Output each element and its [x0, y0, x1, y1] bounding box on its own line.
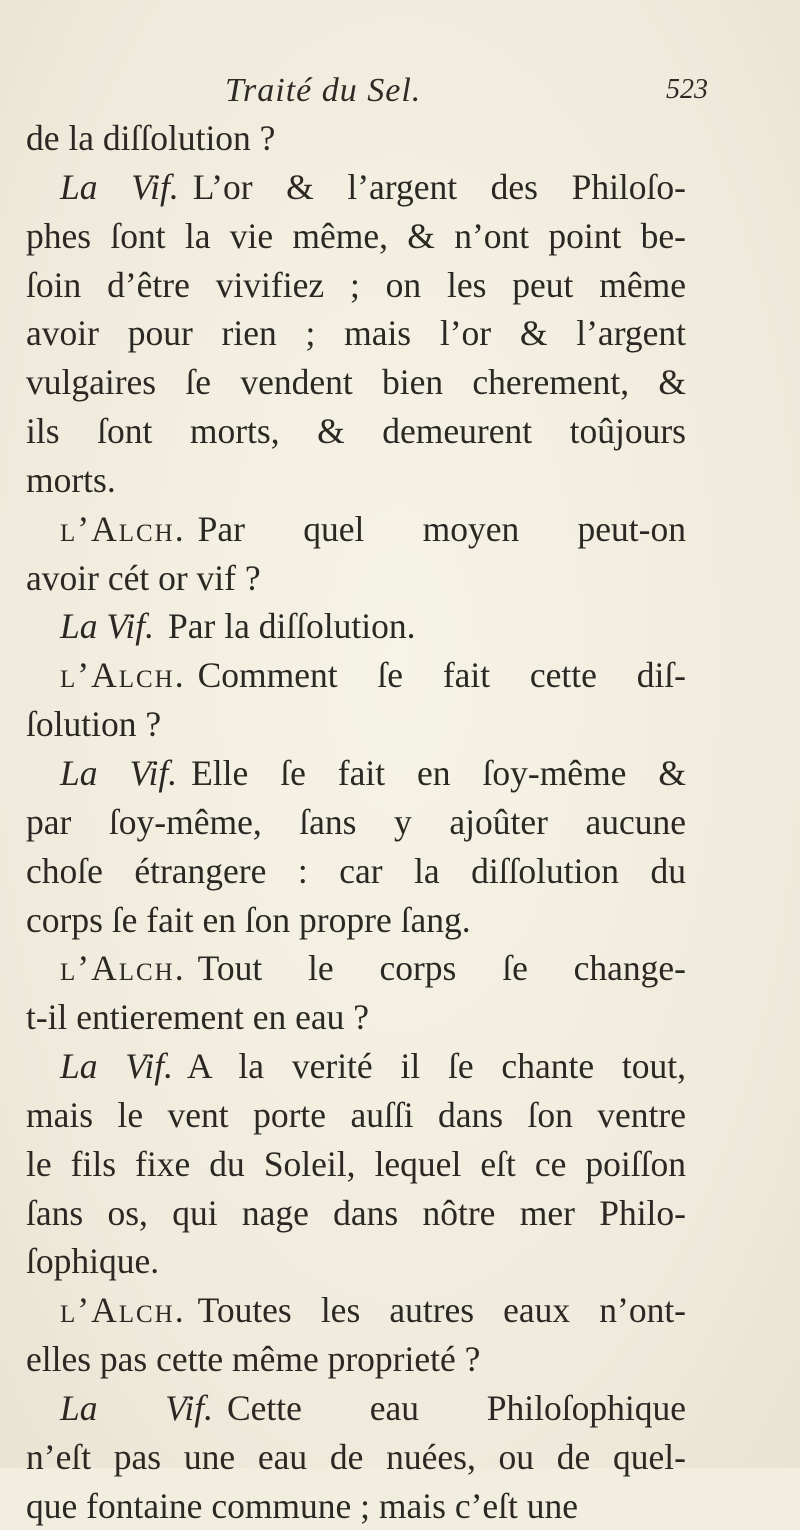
line-text: ſolution ?: [26, 704, 162, 745]
line-text: t-il entierement en eau ?: [26, 997, 369, 1038]
line-text: corps ſe fait en ſon propre ſang.: [26, 899, 471, 940]
line-text: que fontaine commune ; mais c’eſt une: [26, 1485, 579, 1526]
speaker-label: l’Alch.: [60, 508, 186, 549]
text-line: [26, 1189, 686, 1238]
text-line: [26, 1042, 686, 1091]
line-text: A la verité il ſe chante tout,: [186, 1046, 686, 1087]
speaker-label: La Vif.: [60, 1387, 213, 1428]
text-line: [26, 847, 686, 896]
text-line: [26, 896, 686, 945]
speaker-label: La Vif.: [60, 606, 155, 647]
line-text: par ſoy-même, ſans y ajoûter aucune: [26, 801, 686, 842]
line-text: mais le vent porte auſſi dans ſon ventre: [26, 1094, 686, 1135]
text-line: [26, 505, 686, 554]
line-text: avoir pour rien ; mais l’or & l’argent: [26, 313, 686, 354]
text-line: [26, 407, 686, 456]
line-text: L’or & l’argent des Philoſo-: [192, 166, 686, 207]
text-line: [26, 163, 686, 212]
line-text: n’eſt pas une eau de nuées, ou de quel-: [26, 1436, 686, 1477]
line-text: Par quel moyen peut-on: [197, 508, 686, 549]
text-line: [26, 1384, 686, 1433]
text-line: [26, 309, 686, 358]
text-line: [26, 700, 686, 749]
speaker-label: l’Alch.: [60, 1290, 186, 1331]
text-line: [26, 456, 686, 505]
text-line: [26, 749, 686, 798]
line-text: le fils fixe du Soleil, lequel eſt ce poiſſon: [26, 1143, 686, 1184]
text-line: [26, 261, 686, 310]
text-line: [26, 602, 686, 651]
line-text: de la diſſolution ?: [26, 118, 276, 158]
text-line: [26, 1140, 686, 1189]
text-line: [26, 1091, 686, 1140]
line-text: avoir cét or vif ?: [26, 557, 261, 598]
line-text: vulgaires ſe vendent bien cherement, &: [26, 362, 686, 403]
text-line: [26, 993, 686, 1042]
page-header: [0, 70, 800, 116]
line-text: Elle ſe fait en ſoy-même &: [191, 752, 686, 793]
line-text: morts.: [26, 459, 116, 500]
line-text: Par la diſſolution.: [168, 606, 416, 647]
line-text: ils ſont morts, & demeurent toûjours: [26, 411, 686, 452]
line-text: Toutes les autres eaux n’ont-: [197, 1290, 686, 1331]
text-line: [26, 114, 686, 163]
page-number: 523: [666, 74, 708, 105]
speaker-label: La Vif.: [60, 166, 179, 207]
line-text: phes ſont la vie même, & n’ont point be-: [26, 215, 686, 256]
line-text: Cette eau Philoſophique: [226, 1387, 686, 1428]
line-text: ſoin d’être vivifiez ; on les peut même: [26, 264, 686, 305]
text-line: [26, 212, 686, 261]
text-line: [26, 1482, 686, 1530]
line-text: choſe étrangere : car la diſſolution du: [26, 850, 686, 891]
text-line: [26, 1286, 686, 1335]
text-line: [26, 798, 686, 847]
speaker-label: l’Alch.: [60, 948, 186, 989]
text-line: [26, 554, 686, 603]
line-text: ſans os, qui nage dans nôtre mer Philo-: [26, 1192, 686, 1233]
text-line: [26, 358, 686, 407]
text-line: [26, 651, 686, 700]
speaker-label: La Vif.: [60, 1046, 173, 1087]
text-line: [26, 1335, 686, 1384]
line-text: Tout le corps ſe change-: [197, 948, 686, 989]
speaker-label: La Vif.: [60, 752, 178, 793]
line-text: Comment ſe fait cette diſ-: [197, 655, 686, 696]
running-title: Traité du Sel.: [225, 72, 422, 109]
text-line: [26, 1433, 686, 1482]
line-text: ſophique.: [26, 1241, 160, 1282]
speaker-label: l’Alch.: [60, 655, 186, 696]
line-text: elles pas cette même proprieté ?: [26, 1339, 481, 1380]
body-text: [26, 114, 686, 1530]
text-line: [26, 1237, 686, 1286]
text-line: [26, 944, 686, 993]
